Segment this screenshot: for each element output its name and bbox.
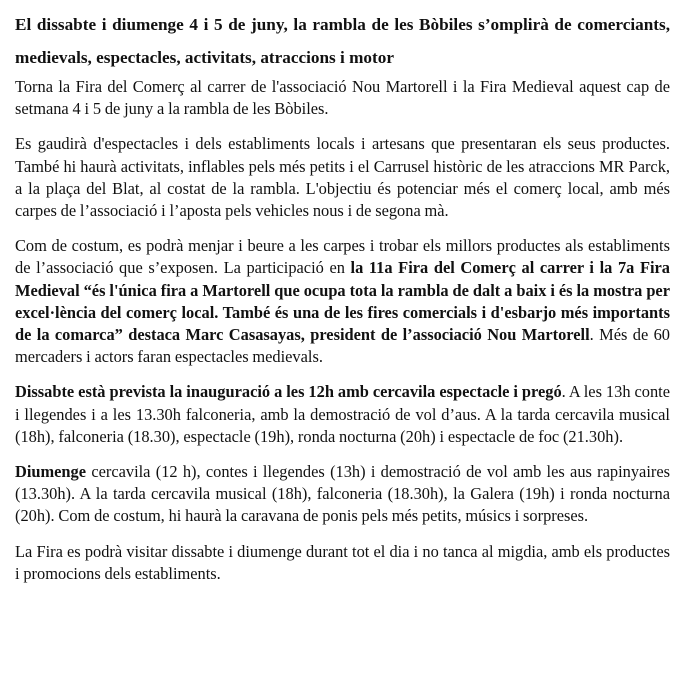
sunday-schedule-text: cercavila (12 h), contes i llegendes (13h) i demostració de vol amb les aus rapinyaires (13.30h). A la tarda cercavila musical (18h), falconeria (18.30h), la Galera (19h) i ronda nocturna (20h). Com de costum, hi haurà la caravana de ponis pels més petits, músics i sorpreses. — [15, 462, 670, 526]
article-headline: El dissabte i diumenge 4 i 5 de juny, la rambla de les Bòbiles s’omplirà de comerciants, medievals, espectacles, activitats, atraccions i motor — [15, 15, 670, 67]
paragraph-sunday — [15, 461, 670, 528]
paragraph-activities: Es gaudirà d'espectacles i dels establiments locals i artesans que presentaran els seus productes. També hi haurà activitats, inflables pels més petits i el Carrusel històric de les atraccions MR Parck, a la plaça del Blat, al costat de la rambla. L'objectiu és potenciar més el comerç local, amb més carpes de l’associació i l’aposta pels vehicles nous i de segona mà. — [15, 134, 670, 221]
paragraph-quote — [15, 235, 670, 368]
quote-outro-text: . Més de 60 mercaders i actors faran espectacles medievals. — [15, 325, 670, 367]
sunday-bold-text: Diumenge — [15, 462, 87, 482]
quote-intro-text: Com de costum, es podrà menjar i beure a les carpes i trobar els millors productes als establiments de l’associació que s’exposen. La participació en — [15, 236, 670, 278]
paragraph-closing: La Fira es podrà visitar dissabte i diumenge durant tot el dia i no tanca al migdia, amb els productes i promocions dels establiments. — [15, 541, 670, 583]
paragraph-intro: Torna la Fira del Comerç al carrer de l'associació Nou Martorell i la Fira Medieval aquest cap de setmana 4 i 5 de juny a la rambla de les Bòbiles. — [15, 77, 670, 119]
paragraph-saturday — [15, 381, 670, 448]
saturday-schedule-text: . A les 13h conte i llegendes i a les 13.30h falconeria, amb la demostració de vol d’aus. A la tarda cercavila musical (18h), falconeria (18.30), espectacle (19h), ronda nocturna (20h) i espectacle de foc (21.30h). — [15, 382, 670, 446]
saturday-bold-text: Dissabte està prevista la inauguració a les 12h amb cercavila espectacle i pregó — [15, 382, 562, 402]
quote-bold-text: la 11a Fira del Comerç al carrer i la 7a Fira Medieval “és l'única fira a Martorell que ocupa tota la rambla de dalt a baix i és la mostra per excel·lència del comerç local. També és una de les fires comercials i d'esbarjo més importants de la comarca” destaca Marc Casasayas, president de l’associació Nou Martorell — [15, 258, 670, 345]
article — [15, 8, 670, 598]
